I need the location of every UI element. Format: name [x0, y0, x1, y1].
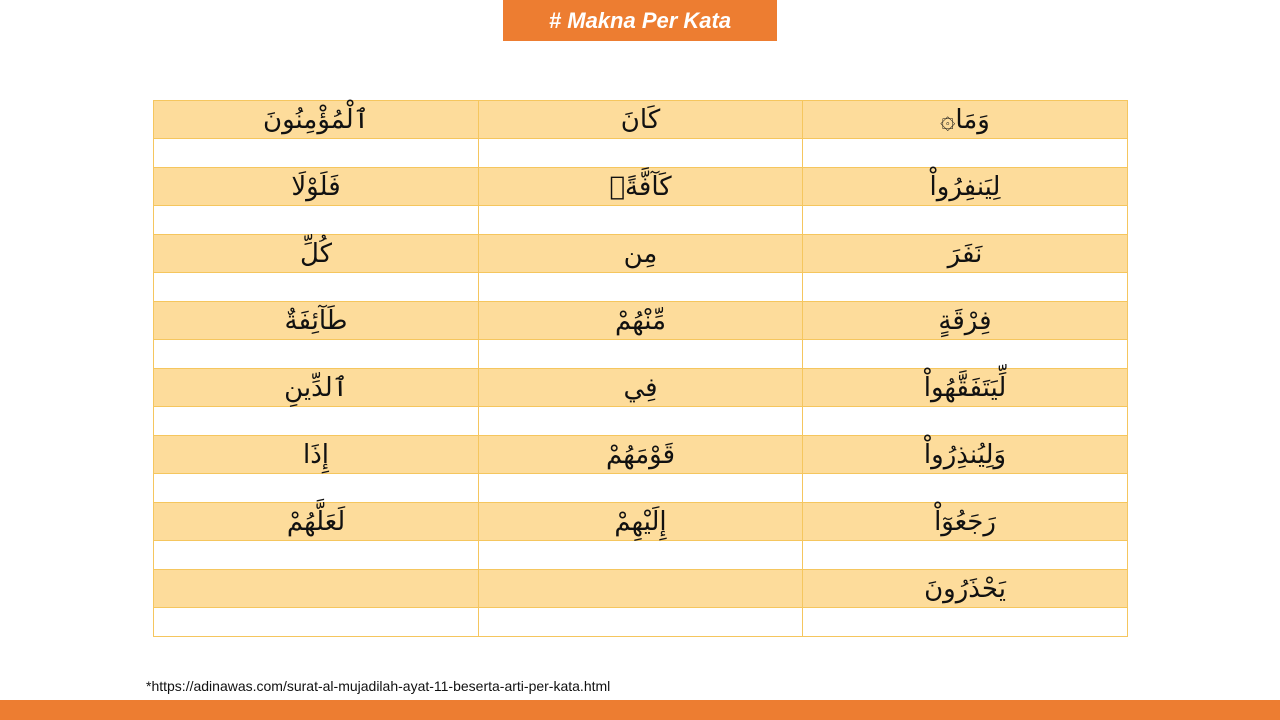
meaning-cell: [803, 407, 1128, 436]
meaning-cell: [803, 340, 1128, 369]
word-meaning-table: [153, 100, 1128, 637]
arabic-word-cell: كُلِّ: [154, 235, 479, 273]
arabic-word-cell: [154, 570, 479, 608]
meaning-cell: [479, 139, 803, 168]
meaning-cell: [479, 608, 803, 637]
meaning-cell: [154, 474, 479, 503]
word-row: [154, 168, 1128, 206]
arabic-word-cell: ٱلدِّينِ: [154, 369, 479, 407]
meaning-cell: [479, 474, 803, 503]
arabic-word-cell: رَجَعُوٓاْ: [803, 503, 1128, 541]
word-row: [154, 101, 1128, 139]
meaning-cell: [154, 608, 479, 637]
arabic-word-cell: لَعَلَّهُمْ: [154, 503, 479, 541]
meaning-cell: [154, 139, 479, 168]
meaning-cell: [479, 407, 803, 436]
arabic-word-cell: ۞وَمَا: [803, 101, 1128, 139]
meaning-cell: [154, 407, 479, 436]
word-row: [154, 503, 1128, 541]
arabic-word-cell: كَآفَّةًۚ: [479, 168, 803, 206]
meaning-cell: [479, 541, 803, 570]
meaning-cell: [479, 206, 803, 235]
arabic-word-cell: مِّنْهُمْ: [479, 302, 803, 340]
arabic-word-cell: ٱلْمُؤْمِنُونَ: [154, 101, 479, 139]
meaning-row: [154, 608, 1128, 637]
meaning-row: [154, 541, 1128, 570]
meaning-cell: [154, 206, 479, 235]
page-title: # Makna Per Kata: [503, 0, 777, 41]
footer-accent-bar: [0, 700, 1280, 720]
meaning-cell: [803, 273, 1128, 302]
arabic-word-cell: يَحْذَرُونَ: [803, 570, 1128, 608]
meaning-cell: [154, 541, 479, 570]
arabic-word-cell: فِرْقَةٍ: [803, 302, 1128, 340]
meaning-cell: [803, 541, 1128, 570]
word-row: [154, 369, 1128, 407]
meaning-cell: [803, 139, 1128, 168]
arabic-word-cell: كَانَ: [479, 101, 803, 139]
arabic-word-cell: فَلَوْلَا: [154, 168, 479, 206]
meaning-cell: [479, 273, 803, 302]
meaning-row: [154, 407, 1128, 436]
arabic-word-cell: نَفَرَ: [803, 235, 1128, 273]
word-row: [154, 570, 1128, 608]
meaning-row: [154, 340, 1128, 369]
arabic-word-cell: [479, 570, 803, 608]
arabic-word-cell: إِلَيْهِمْ: [479, 503, 803, 541]
meaning-row: [154, 474, 1128, 503]
arabic-word-cell: لِيَنفِرُواْ: [803, 168, 1128, 206]
meaning-cell: [154, 340, 479, 369]
arabic-word-cell: فِي: [479, 369, 803, 407]
arabic-word-cell: إِذَا: [154, 436, 479, 474]
meaning-cell: [803, 608, 1128, 637]
source-link[interactable]: *https://adinawas.com/surat-al-mujadilah-ayat-11-beserta-arti-per-kata.html: [146, 678, 611, 694]
meaning-cell: [154, 273, 479, 302]
arabic-word-cell: وَلِيُنذِرُواْ: [803, 436, 1128, 474]
word-row: [154, 436, 1128, 474]
meaning-row: [154, 139, 1128, 168]
meaning-row: [154, 273, 1128, 302]
meaning-cell: [803, 206, 1128, 235]
word-row: [154, 235, 1128, 273]
arabic-word-cell: مِن: [479, 235, 803, 273]
arabic-word-cell: لِّيَتَفَقَّهُواْ: [803, 369, 1128, 407]
arabic-word-cell: طَآئِفَةٌ: [154, 302, 479, 340]
arabic-word-cell: قَوْمَهُمْ: [479, 436, 803, 474]
meaning-row: [154, 206, 1128, 235]
word-row: [154, 302, 1128, 340]
meaning-cell: [803, 474, 1128, 503]
meaning-cell: [479, 340, 803, 369]
